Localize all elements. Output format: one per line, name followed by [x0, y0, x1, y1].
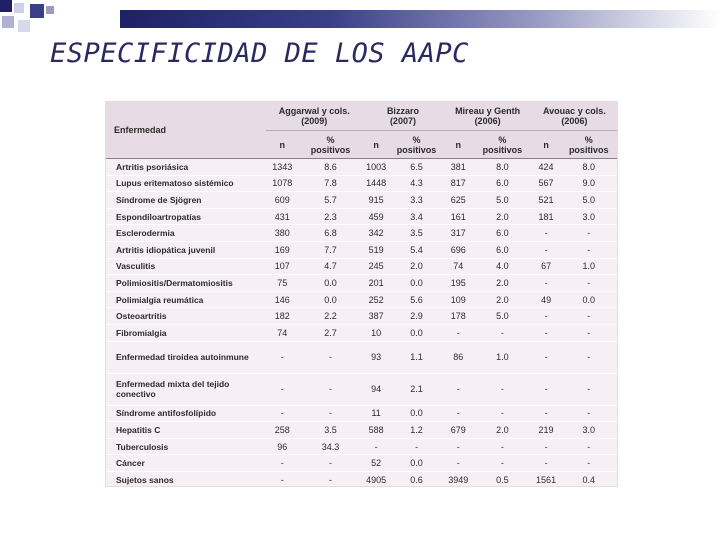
percent-cell: -: [560, 241, 617, 258]
percent-cell: 9.0: [560, 175, 617, 192]
n-cell: 817: [443, 175, 473, 192]
study-year: (2009): [301, 116, 328, 126]
percent-cell: 2.9: [390, 308, 444, 325]
percent-cell: 6.0: [473, 225, 532, 242]
n-cell: 10: [363, 324, 390, 341]
n-cell: 74: [443, 258, 473, 275]
n-cell: 3949: [443, 471, 473, 488]
percent-cell: -: [473, 324, 532, 341]
study-header-aggarwal: [266, 102, 363, 131]
n-cell: -: [266, 341, 298, 373]
percent-cell: 6.8: [298, 225, 362, 242]
positivos-label: positivos: [396, 144, 437, 155]
percent-cell: -: [473, 455, 532, 472]
n-cell: -: [532, 438, 561, 455]
n-cell: -: [443, 324, 473, 341]
disease-cell: Hepatitis C: [106, 422, 266, 439]
table-row: [106, 241, 617, 258]
n-cell: 317: [443, 225, 473, 242]
disease-cell: Artritis psoriásica: [106, 159, 266, 176]
n-cell: 1003: [363, 159, 390, 176]
disease-cell: Enfermedad mixta del tejido conectivo: [106, 373, 266, 405]
table-row: [106, 373, 617, 405]
percent-cell: 4.0: [473, 258, 532, 275]
percent-cell: 2.3: [298, 208, 362, 225]
disease-cell: Cáncer: [106, 455, 266, 472]
percent-cell: 8.0: [560, 159, 617, 176]
percent-cell: 5.0: [560, 192, 617, 209]
positivos-label: positivos: [482, 144, 523, 155]
page-title: ESPECIFICIDAD DE LOS AAPC: [50, 38, 469, 69]
disease-cell: Vasculitis: [106, 258, 266, 275]
disease-cell: Sujetos sanos: [106, 471, 266, 488]
n-cell: 1561: [532, 471, 561, 488]
percent-cell: 0.4: [560, 471, 617, 488]
n-cell: 94: [363, 373, 390, 405]
table-row: [106, 422, 617, 439]
n-cell: -: [532, 324, 561, 341]
percent-cell: 5.0: [473, 192, 532, 209]
disease-cell: Síndrome antifosfolípido: [106, 405, 266, 422]
percent-cell: -: [560, 373, 617, 405]
study-title: Mireau y Genth: [455, 106, 521, 116]
subheader-percent-positive: [390, 131, 444, 159]
n-cell: 679: [443, 422, 473, 439]
specificity-table: [106, 102, 617, 489]
n-cell: 52: [363, 455, 390, 472]
table-row: [106, 175, 617, 192]
n-cell: 4905: [363, 471, 390, 488]
disease-cell: Enfermedad tiroidea autoinmune: [106, 341, 266, 373]
table-row: [106, 405, 617, 422]
disease-cell: Polimialgia reumática: [106, 291, 266, 308]
percent-cell: 3.4: [390, 208, 444, 225]
n-cell: 49: [532, 291, 561, 308]
percent-sign: %: [498, 134, 507, 145]
percent-cell: 5.7: [298, 192, 362, 209]
percent-cell: -: [298, 405, 362, 422]
percent-cell: -: [560, 455, 617, 472]
disease-cell: Artritis idiopática juvenil: [106, 241, 266, 258]
percent-cell: -: [473, 438, 532, 455]
corner-square-2: [14, 3, 24, 13]
subheader-percent-positive: [560, 131, 617, 159]
study-year: (2006): [474, 116, 501, 126]
n-cell: 915: [363, 192, 390, 209]
n-cell: -: [443, 455, 473, 472]
percent-cell: 0.0: [298, 291, 362, 308]
percent-cell: -: [560, 225, 617, 242]
percent-cell: 0.0: [560, 291, 617, 308]
n-cell: -: [363, 438, 390, 455]
percent-cell: 2.1: [390, 373, 444, 405]
percent-cell: 3.0: [560, 422, 617, 439]
percent-cell: 0.0: [390, 405, 444, 422]
table-row: [106, 291, 617, 308]
n-cell: 93: [363, 341, 390, 373]
study-title: Aggarwal y cols.: [278, 106, 350, 116]
n-cell: 11: [363, 405, 390, 422]
table-row: [106, 308, 617, 325]
percent-cell: -: [298, 471, 362, 488]
n-cell: -: [532, 455, 561, 472]
corner-square-3: [30, 4, 44, 18]
percent-cell: -: [473, 405, 532, 422]
table-row: [106, 258, 617, 275]
n-cell: 424: [532, 159, 561, 176]
percent-cell: 5.6: [390, 291, 444, 308]
percent-cell: -: [560, 405, 617, 422]
percent-cell: 1.0: [473, 341, 532, 373]
n-cell: -: [266, 373, 298, 405]
n-cell: 609: [266, 192, 298, 209]
percent-cell: 4.3: [390, 175, 444, 192]
subheader-percent-positive: [298, 131, 362, 159]
percent-cell: 0.5: [473, 471, 532, 488]
percent-cell: 2.0: [473, 208, 532, 225]
percent-cell: 2.0: [473, 422, 532, 439]
table-body: [106, 159, 617, 489]
n-cell: -: [532, 241, 561, 258]
percent-cell: 1.1: [390, 341, 444, 373]
percent-cell: -: [298, 455, 362, 472]
disease-cell: Lupus eritematoso sistémico: [106, 175, 266, 192]
percent-cell: 0.6: [390, 471, 444, 488]
n-cell: 696: [443, 241, 473, 258]
disease-cell: Polimiositis/Dermatomiositis: [106, 275, 266, 292]
n-cell: 146: [266, 291, 298, 308]
percent-cell: 34.3: [298, 438, 362, 455]
n-cell: 1448: [363, 175, 390, 192]
n-cell: 161: [443, 208, 473, 225]
n-cell: 178: [443, 308, 473, 325]
percent-cell: 2.0: [390, 258, 444, 275]
n-cell: -: [532, 225, 561, 242]
percent-cell: 3.3: [390, 192, 444, 209]
n-cell: 67: [532, 258, 561, 275]
n-cell: -: [532, 341, 561, 373]
study-header-mireau: [443, 102, 531, 131]
percent-cell: 5.0: [473, 308, 532, 325]
disease-column-header: Enfermedad: [106, 102, 266, 159]
percent-sign: %: [326, 134, 335, 145]
percent-cell: 1.0: [560, 258, 617, 275]
percent-cell: 2.7: [298, 324, 362, 341]
disease-cell: Osteoartritis: [106, 308, 266, 325]
percent-cell: -: [560, 341, 617, 373]
n-cell: -: [266, 405, 298, 422]
percent-cell: 7.7: [298, 241, 362, 258]
positivos-label: positivos: [310, 144, 351, 155]
n-cell: 252: [363, 291, 390, 308]
corner-square-6: [46, 6, 54, 14]
percent-sign: %: [584, 134, 593, 145]
n-cell: 588: [363, 422, 390, 439]
percent-cell: 0.0: [390, 455, 444, 472]
n-cell: -: [532, 275, 561, 292]
n-cell: 381: [443, 159, 473, 176]
n-cell: 169: [266, 241, 298, 258]
corner-square-1: [0, 0, 12, 12]
n-cell: -: [532, 373, 561, 405]
percent-cell: 6.0: [473, 175, 532, 192]
n-cell: 245: [363, 258, 390, 275]
percent-cell: 6.0: [473, 241, 532, 258]
subheader-n: n: [266, 131, 298, 159]
percent-cell: 8.6: [298, 159, 362, 176]
study-title: Bizzaro: [386, 106, 419, 116]
percent-cell: 0.0: [390, 275, 444, 292]
n-cell: 201: [363, 275, 390, 292]
n-cell: -: [266, 455, 298, 472]
table-row: [106, 159, 617, 176]
n-cell: 219: [532, 422, 561, 439]
n-cell: -: [532, 308, 561, 325]
n-cell: 521: [532, 192, 561, 209]
n-cell: 75: [266, 275, 298, 292]
n-cell: -: [532, 405, 561, 422]
percent-cell: 8.0: [473, 159, 532, 176]
n-cell: 459: [363, 208, 390, 225]
disease-cell: Tuberculosis: [106, 438, 266, 455]
study-year: (2007): [389, 116, 416, 126]
n-cell: 182: [266, 308, 298, 325]
n-cell: 1078: [266, 175, 298, 192]
positivos-label: positivos: [568, 144, 609, 155]
n-cell: 387: [363, 308, 390, 325]
n-cell: 74: [266, 324, 298, 341]
study-title: Avouac y cols.: [543, 106, 606, 116]
percent-cell: 1.2: [390, 422, 444, 439]
table-row: [106, 471, 617, 488]
table-row: [106, 225, 617, 242]
study-year: (2006): [561, 116, 588, 126]
percent-cell: -: [473, 373, 532, 405]
percent-cell: 3.5: [390, 225, 444, 242]
subheader-n: n: [363, 131, 390, 159]
percent-cell: 2.0: [473, 275, 532, 292]
table-row: [106, 275, 617, 292]
study-header-avouac: [532, 102, 617, 131]
disease-cell: Fibromialgia: [106, 324, 266, 341]
table-row: [106, 208, 617, 225]
title-bar-decoration: [120, 10, 720, 28]
table-row: [106, 438, 617, 455]
percent-cell: -: [298, 373, 362, 405]
percent-cell: -: [560, 275, 617, 292]
n-cell: 109: [443, 291, 473, 308]
percent-cell: 6.5: [390, 159, 444, 176]
n-cell: 86: [443, 341, 473, 373]
n-cell: 1343: [266, 159, 298, 176]
percent-cell: -: [560, 438, 617, 455]
subheader-n: n: [532, 131, 561, 159]
n-cell: 519: [363, 241, 390, 258]
specificity-table-panel: [105, 101, 618, 487]
percent-cell: 5.4: [390, 241, 444, 258]
subheader-percent-positive: [473, 131, 532, 159]
table-row: [106, 341, 617, 373]
percent-cell: -: [560, 324, 617, 341]
corner-square-4: [2, 16, 14, 28]
n-cell: 380: [266, 225, 298, 242]
disease-cell: Espondiloartropatías: [106, 208, 266, 225]
percent-cell: 3.0: [560, 208, 617, 225]
percent-cell: 2.0: [473, 291, 532, 308]
corner-square-5: [18, 20, 30, 32]
n-cell: 96: [266, 438, 298, 455]
n-cell: 625: [443, 192, 473, 209]
percent-cell: 3.5: [298, 422, 362, 439]
table-row: [106, 192, 617, 209]
percent-sign: %: [412, 134, 421, 145]
n-cell: -: [266, 471, 298, 488]
table-row: [106, 455, 617, 472]
percent-cell: 0.0: [298, 275, 362, 292]
percent-cell: -: [560, 308, 617, 325]
n-cell: 181: [532, 208, 561, 225]
study-header-bizzaro: [363, 102, 444, 131]
subheader-n: n: [443, 131, 473, 159]
percent-cell: -: [298, 341, 362, 373]
n-cell: 431: [266, 208, 298, 225]
n-cell: 567: [532, 175, 561, 192]
n-cell: -: [443, 438, 473, 455]
disease-cell: Síndrome de Sjögren: [106, 192, 266, 209]
n-cell: 342: [363, 225, 390, 242]
percent-cell: -: [390, 438, 444, 455]
percent-cell: 7.8: [298, 175, 362, 192]
percent-cell: 0.0: [390, 324, 444, 341]
percent-cell: 2.2: [298, 308, 362, 325]
percent-cell: 4.7: [298, 258, 362, 275]
n-cell: -: [443, 405, 473, 422]
n-cell: 195: [443, 275, 473, 292]
n-cell: 258: [266, 422, 298, 439]
n-cell: 107: [266, 258, 298, 275]
disease-cell: Esclerodermia: [106, 225, 266, 242]
table-row: [106, 324, 617, 341]
n-cell: -: [443, 373, 473, 405]
